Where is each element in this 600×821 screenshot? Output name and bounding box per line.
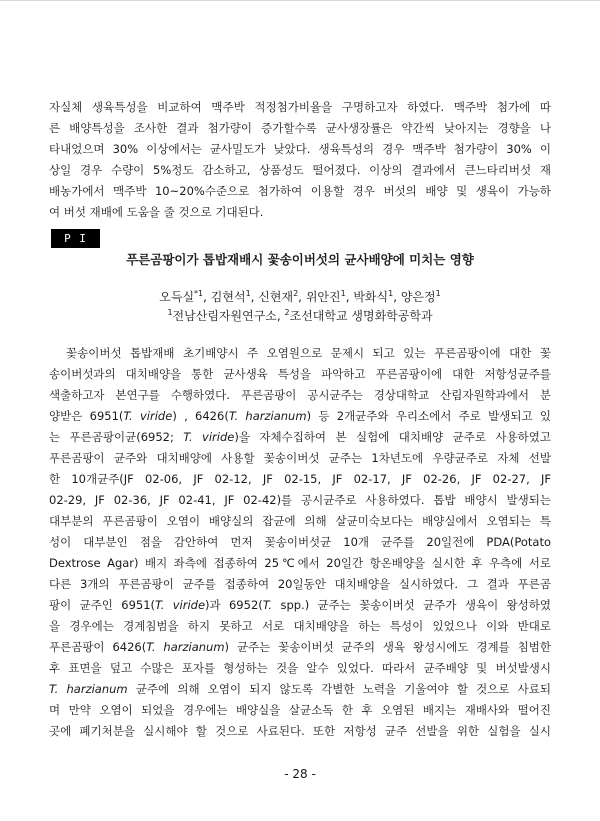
author-sep: , bbox=[345, 290, 354, 304]
intro-line: 타내었으며 30% 이상에서는 균사밀도가 낮았다. 생육특성의 경우 맥주박 첨가량이 30% 이 bbox=[49, 142, 551, 156]
body-text: spp.) 균주는 꽃송이버섯 균주가 생육이 왕성하였 bbox=[272, 598, 551, 612]
body-line: 송이버섯과의 대치배양을 통한 균사생육 특성을 파악하고 푸른곰팡이에 대한 저항성균주를 bbox=[49, 367, 551, 381]
body-line: 대부분의 푸른곰팡이 오염이 배양실의 잡균에 의해 살균미숙보다는 배양실에서 오염되는 특 bbox=[49, 514, 551, 528]
author-sup: 1 bbox=[340, 289, 346, 298]
author-sep: , bbox=[393, 290, 401, 304]
body-line bbox=[49, 427, 551, 448]
body-line bbox=[49, 595, 551, 616]
body-line: 곳에 폐기처분을 실시해야 할 것으로 사료된다. 또한 저항성 균주 선발을 위한 실험을 실시 bbox=[49, 724, 551, 738]
body-line: 색출하고자 본연구를 수행하였다. 푸른곰팡이 공시균주는 경상대학교 산림자원학과에서 분 bbox=[49, 388, 551, 402]
author-sup: *1 bbox=[194, 289, 204, 298]
affil-inst: 전남산림자원연구소 bbox=[172, 309, 277, 323]
author-sup: 2 bbox=[293, 289, 299, 298]
paper-title: 푸른곰팡이가 톱밥재배시 꽃송이버섯의 균사배양에 미치는 영향 bbox=[126, 252, 474, 267]
affiliation bbox=[0, 306, 600, 326]
body-text: ) 등 2개균주와 우리소에서 주로 발생되고 있 bbox=[306, 409, 551, 423]
body-text: ) 균주는 꽃송이버섯 균주의 생육 왕성시에도 경계를 침범한 bbox=[224, 640, 551, 654]
author-name: 김현석 bbox=[210, 290, 246, 304]
species-name: T. harzianum bbox=[146, 640, 225, 654]
author-name: 위안진 bbox=[305, 290, 341, 304]
page-number: - 28 - bbox=[284, 767, 316, 781]
body-line bbox=[49, 679, 551, 700]
author-sup: 1 bbox=[388, 289, 394, 298]
intro-paragraph bbox=[49, 97, 551, 223]
body-line bbox=[49, 406, 551, 427]
body-text: 팡이 균주인 6951( bbox=[49, 598, 156, 612]
author-sup: 1 bbox=[435, 289, 441, 298]
body-line: 02-29, JF 02-36, JF 02-41, JF 02-42)를 공시균주로 사용하였다. 톱밥 배양시 발생되는 bbox=[49, 493, 551, 507]
body-line: 한 10개균주(JF 02-06, JF 02-12, JF 02-15, JF 02-17, JF 02-26, JF 02-27, JF bbox=[49, 472, 551, 486]
body-line: 성이 대부분인 점을 감안하여 먼저 꽃송이버섯균 10개 균주를 20일전에 PDA(Potato bbox=[49, 535, 551, 549]
author-name: 신현재 bbox=[258, 290, 294, 304]
intro-line: 여 버섯 재배에 도움을 줄 것으로 기대된다. bbox=[49, 205, 264, 219]
intro-line: 배농가에서 맥주박 10~20%수준으로 첨가하여 이용할 경우 버섯의 배양 및 생육이 가능하 bbox=[49, 184, 551, 198]
intro-line: 자실체 생육특성을 비교하여 맥주박 적정첨가비율을 구명하고자 하였다. 맥주박 첨가에 따 bbox=[49, 100, 551, 114]
species-name: T. bbox=[262, 598, 273, 612]
species-name: T. harzianum bbox=[49, 682, 128, 696]
body-line: 후 표면을 덮고 수많은 포자를 형성하는 것을 알수 있었다. 따라서 균주배양 및 버섯발생시 bbox=[49, 661, 551, 675]
species-name: T. viride bbox=[155, 598, 206, 612]
body-text: 푸른곰팡이 6426( bbox=[49, 640, 147, 654]
species-name: T. viride bbox=[123, 409, 173, 423]
body-line bbox=[49, 637, 551, 658]
species-name: T. harzianum bbox=[228, 409, 307, 423]
author-sep: , bbox=[298, 290, 306, 304]
body-text: 균주에 의해 오염이 되지 않도록 각별한 노력을 기울여야 할 것으로 사료되 bbox=[127, 682, 551, 696]
body-line: 며 만약 오염이 되었을 경우에는 배양실을 살균소독 한 후 오염된 배지는 재배사와 떨어진 bbox=[49, 703, 551, 717]
body-text: )을 자체수집하여 본 실험에 대치배양 균주로 사용하였고 bbox=[234, 430, 551, 444]
author-list bbox=[0, 287, 600, 307]
intro-line: 상일 경우 수량이 5%정도 감소하고, 상품성도 떨어졌다. 이상의 결과에서 큰느타리버섯 재 bbox=[49, 163, 551, 177]
affil-sup: 2 bbox=[284, 308, 290, 317]
affil-inst: 조선대학교 생명화학공학과 bbox=[289, 309, 433, 323]
author-name: 양은정 bbox=[400, 290, 436, 304]
author-sep: , bbox=[203, 290, 211, 304]
author-sep: , bbox=[250, 290, 259, 304]
body-line: Dextrose Agar) 배지 좌측에 접종하여 25℃에서 20일간 항온배양을 실시한 후 우측에 서로 bbox=[49, 556, 551, 570]
body-text: )과 6952( bbox=[205, 598, 263, 612]
body-text: 양받은 6951( bbox=[49, 409, 124, 423]
body-text: ) , 6426( bbox=[172, 409, 229, 423]
body-text: 꽃송이버섯 톱밥재배 초기배양시 주 오염원으로 문제시 되고 있는 푸른곰팡이에 대한 꽃 bbox=[66, 346, 551, 360]
affil-sep: , bbox=[276, 309, 285, 323]
body-line: 다른 3개의 푸른곰팡이 균주를 접종하여 20일동안 대치배양을 실시하였다. 그 결과 푸른곰 bbox=[49, 577, 551, 591]
author-name: 박화식 bbox=[353, 290, 389, 304]
body-line bbox=[49, 343, 551, 364]
affil-sup: 1 bbox=[167, 308, 173, 317]
intro-line: 른 배양특성을 조사한 결과 첨가량이 증가할수록 균사생장률은 약간씩 낮아지는 경향을 나 bbox=[49, 121, 551, 135]
author-name: 오득실 bbox=[159, 290, 195, 304]
main-paragraph bbox=[49, 343, 551, 742]
section-tag: P I -05 bbox=[51, 229, 100, 248]
body-text: 는 푸른곰팡이균(6952; bbox=[49, 430, 184, 444]
author-sup: 1 bbox=[245, 289, 251, 298]
body-line: 을 경우에는 경계침범을 하지 못하고 서로 대치배양을 하는 특성이 있었으나 이와 반대로 bbox=[49, 619, 551, 633]
species-name: T. viride bbox=[183, 430, 235, 444]
body-line: 푸른곰팡이 균주와 대치배양에 사용할 꽃송이버섯 균주는 1차년도에 우량균주로 자체 선발 bbox=[49, 451, 551, 465]
